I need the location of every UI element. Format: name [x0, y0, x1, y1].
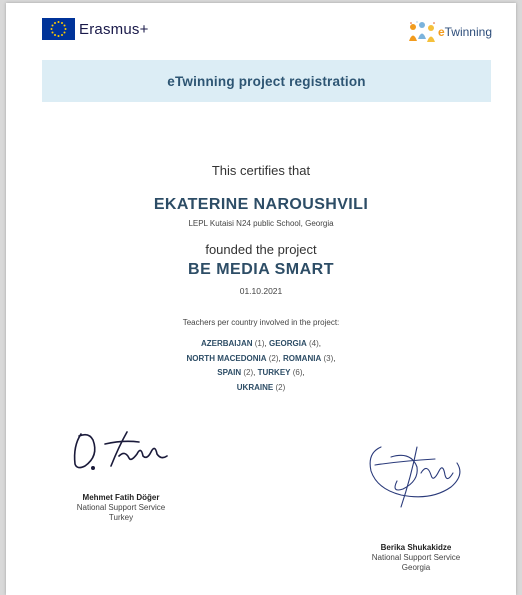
- project-name: BE MEDIA SMART: [188, 261, 334, 278]
- country-line: AZERBAIJAN (1), GEORGIA (4),: [200, 339, 322, 348]
- signatory-role: National Support Service: [371, 553, 461, 562]
- signatory-country: Turkey: [108, 513, 134, 522]
- school-name: LEPL Kutaisi N24 public School, Georgia: [188, 219, 334, 228]
- country-line: SPAIN (2), TURKEY (6),: [217, 368, 305, 378]
- erasmus-logo: [42, 18, 149, 40]
- country-line: UKRAINE (2): [236, 383, 286, 393]
- country-line: NORTH MACEDONIA (2), ROMANIA (3),: [186, 353, 336, 363]
- recipient-name: EKATERINE NAROUSHVILI: [153, 196, 369, 213]
- title-banner: [42, 60, 491, 102]
- project-date: 01.10.2021: [239, 286, 283, 296]
- signatory-name: Mehmet Fatih Döğer: [82, 493, 160, 502]
- signature-left: [63, 426, 183, 476]
- teachers-heading: Teachers per country involved in the project:: [182, 318, 340, 327]
- signatory-role: National Support Service: [76, 503, 166, 512]
- etwinning-people-icon: [407, 21, 437, 43]
- founded-text: founded the project: [205, 242, 317, 257]
- signatory-name: Berika Shukakidze: [380, 543, 452, 552]
- etwinning-logo: [407, 21, 492, 43]
- erasmus-label: Erasmus+: [79, 20, 149, 38]
- certificate-page: [6, 3, 516, 595]
- etwinning-label: eTwinning: [437, 25, 492, 39]
- eu-flag-icon: [42, 18, 75, 40]
- signatory-right: [341, 543, 491, 573]
- signatory-country: Georgia: [401, 563, 431, 572]
- signatory-left: [46, 493, 196, 523]
- certifies-text: This certifies that: [211, 163, 311, 178]
- country-list: [6, 337, 516, 396]
- banner-title: eTwinning project registration: [167, 73, 366, 89]
- signature-right: [361, 437, 471, 517]
